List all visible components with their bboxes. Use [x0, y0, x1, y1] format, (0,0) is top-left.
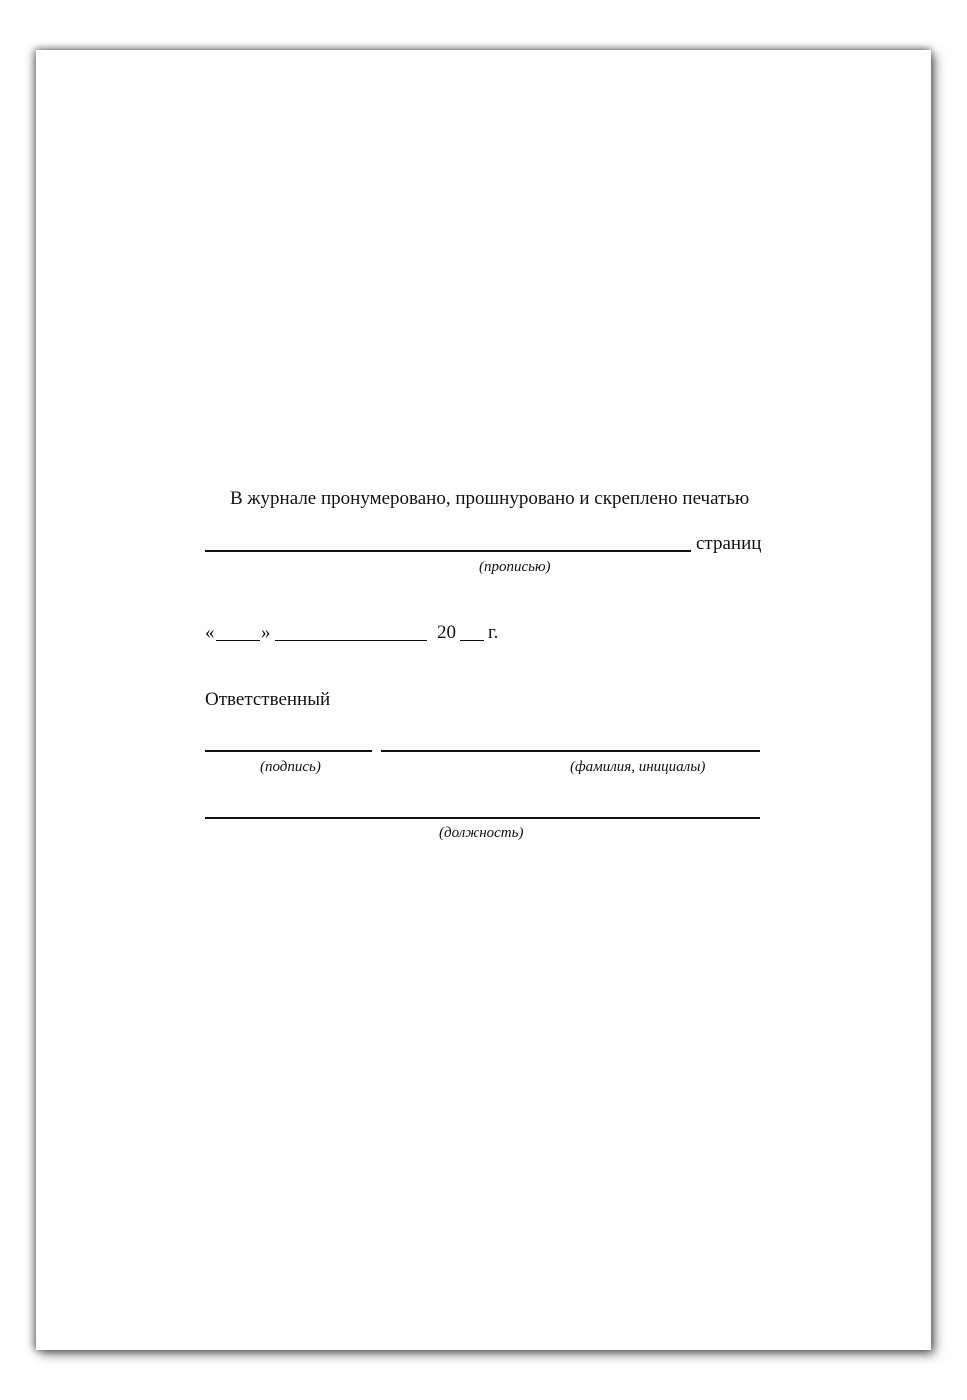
date-open-quote: « — [205, 622, 215, 643]
date-year-suffix: г. — [488, 622, 499, 643]
document-page — [36, 50, 931, 1350]
date-close-quote: » — [261, 622, 271, 643]
name-hint: (фамилия, инициалы) — [570, 759, 706, 775]
position-hint: (должность) — [439, 825, 524, 841]
responsible-label: Ответственный — [205, 689, 331, 710]
signature-field[interactable] — [205, 750, 372, 752]
statement-text: В журнале пронумеровано, прошнуровано и скреплено печатью — [230, 488, 750, 509]
pages-count-field[interactable] — [205, 550, 691, 552]
date-month-field[interactable] — [275, 640, 427, 641]
date-century: 20 — [437, 622, 456, 643]
pages-hint: (прописью) — [479, 559, 551, 575]
date-year-field[interactable] — [460, 640, 484, 641]
date-day-field[interactable] — [216, 640, 260, 641]
name-field[interactable] — [381, 750, 760, 752]
signature-hint: (подпись) — [260, 759, 321, 775]
pages-suffix-label: страниц — [696, 533, 762, 554]
position-field[interactable] — [205, 817, 760, 819]
